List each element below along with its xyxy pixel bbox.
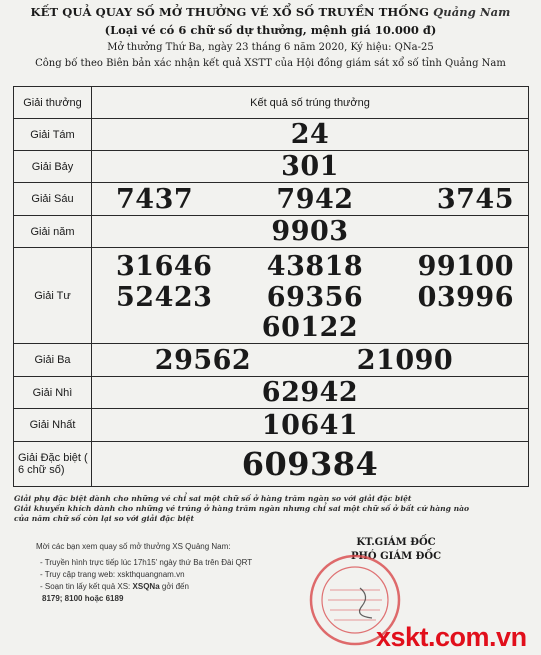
prize-number: 9903 [271,216,349,247]
note-line: Giải khuyến khích dành cho những vé trúng ở hàng trăm ngàn nhưng chỉ sai một chữ số ở bất cứ hàng nào [14,504,470,513]
note-line: Giải phụ đặc biệt dành cho những vé chỉ sai một chữ số ở hàng trăm ngàn so với giải đặc biệt [14,494,412,503]
announcement: Công bố theo Biên bản xác nhận kết quả XSTT của Hội đồng giám sát xổ số tỉnh Quảng Nam [35,58,506,69]
prize-number: 52423 [116,281,213,313]
prize-row-special [14,442,529,487]
note-line: của năm chữ số còn lại so với giải đặc biệt [14,514,194,523]
results-table [13,86,529,487]
prize-number: 29562 [154,344,252,376]
prize-label: Giải Nhất [14,409,92,442]
prize-notes [14,494,524,524]
prize-row-2 [14,377,529,409]
prize-label: Giải Sáu [14,183,92,216]
signature-subtitle: PHÓ GIÁM ĐỐC [350,551,442,562]
draw-info: Mở thưởng Thứ Ba, ngày 23 tháng 6 năm 2020, Ký hiệu: QNa-25 [107,42,434,53]
prize-number: 21090 [356,344,454,376]
prize-number: 31646 [116,250,213,282]
prize-number: 03996 [417,281,514,313]
prize-label: Giải Tư [14,248,92,344]
title-brand: Quảng Nam [433,5,511,19]
info-sms-code: XSQNa [132,582,160,591]
info-line: - Truy cập trang web: xskthquangnam.vn [40,570,185,579]
prize-row-6 [14,183,529,216]
prize-label: Giải Bảy [14,151,92,183]
column-header-result: Kết quả số trúng thưởng [92,87,529,119]
info-intro: Mời các bạn xem quay số mở thưởng XS Quảng Nam: [36,542,231,551]
prize-row-3 [14,344,529,377]
prize-number: 301 [281,151,339,182]
prize-number: 7437 [116,183,194,215]
prize-label: Giải Đặc biệt ( 6 chữ số) [14,442,92,487]
prize-label: Giải Tám [14,119,92,151]
prize-number: 62942 [261,377,359,408]
prize-number: 43818 [266,250,364,282]
watermark-logo: xskt.com.vn [376,622,527,652]
document-subtitle: (Loại vé có 6 chữ số dự thưởng, mệnh giá 10.000 đ) [104,23,437,37]
prize-label: Giải Ba [14,344,92,377]
prize-row-8 [14,119,529,151]
prize-row-7 [14,151,529,183]
title-main: KẾT QUẢ QUAY SỐ MỞ THƯỞNG VÉ XỔ SỐ TRUYỀN THỐNG [30,5,430,19]
broadcast-info [36,541,253,605]
info-sms-text: - Soạn tin lấy kết quả XS: [40,582,131,591]
info-sms-to: gởi đến [161,582,189,591]
prize-number: 24 [290,119,330,150]
info-line [40,581,252,593]
table-header-row [14,87,529,119]
prize-number: 69356 [266,281,364,313]
column-header-prize: Giải thưởng [14,87,92,119]
document-title [0,5,541,19]
signature-title: KT.GIÁM ĐỐC [356,537,436,548]
info-line: - Truyền hình trực tiếp lúc 17h15' ngày thứ Ba trên Đài QRT [40,558,253,567]
prize-number: 609384 [241,445,379,483]
prize-number: 7942 [276,183,354,215]
prize-number: 99100 [417,250,514,282]
prize-number: 60122 [261,312,359,343]
prize-row-5 [14,216,529,248]
prize-row-4 [14,248,529,344]
prize-label: Giải Nhì [14,377,92,409]
prize-number: 10641 [261,409,359,441]
prize-row-1 [14,409,529,442]
prize-label: Giải năm [14,216,92,248]
prize-number: 3745 [436,183,514,215]
info-sms-numbers: 8179; 8100 hoặc 6189 [42,594,124,603]
